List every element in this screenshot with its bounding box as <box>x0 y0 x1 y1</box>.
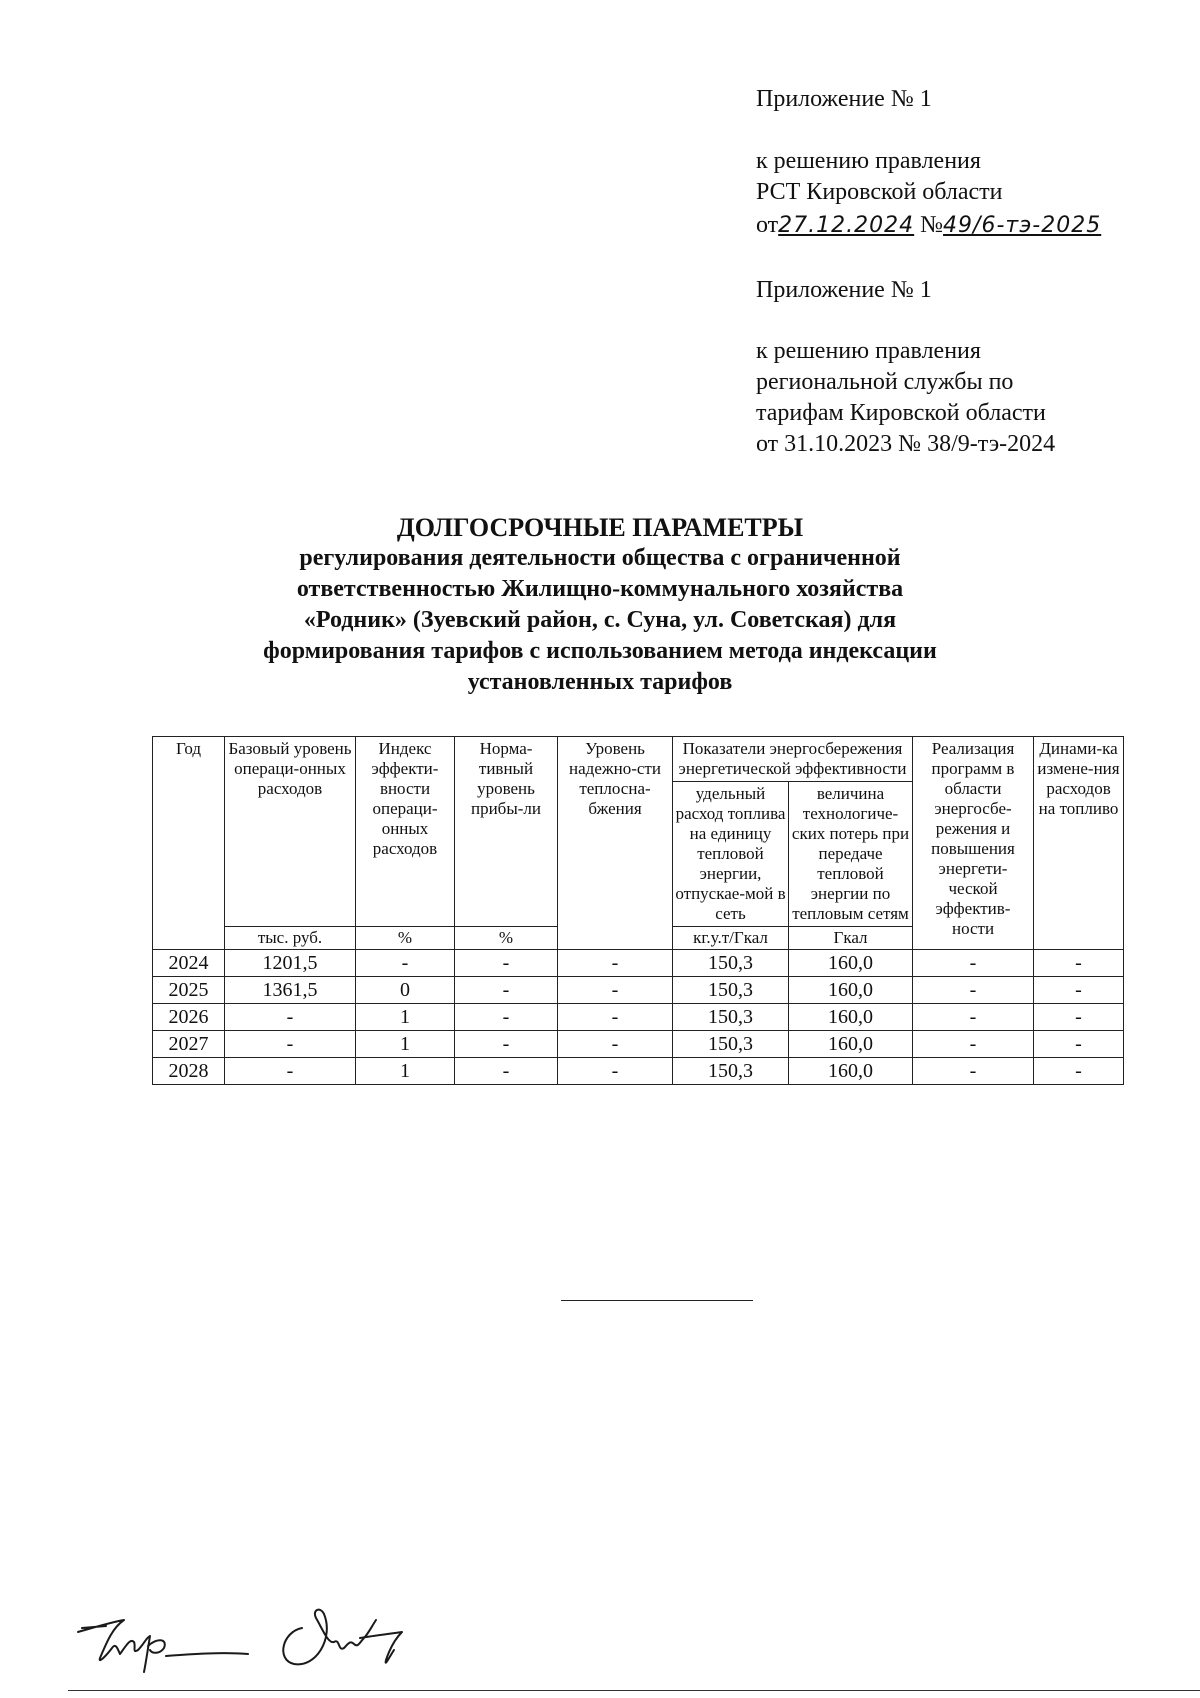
cell-fuel-dynamics: - <box>1034 1004 1124 1031</box>
title-line-2: ответственностью Жилищно-коммунального хозяйства <box>296 576 904 602</box>
cell-profit-level: - <box>455 1058 558 1085</box>
table-row <box>153 950 1124 977</box>
cell-programs: - <box>913 950 1034 977</box>
header-fuel-consumption: удельный расход топлива на единицу тепловой энергии, отпускае-мой в сеть <box>673 782 789 927</box>
cell-fuel-consumption: 150,3 <box>673 977 789 1004</box>
annex2-line-4: от 31.10.2023 № 38/9-тэ-2024 <box>756 431 1056 457</box>
closing-rule <box>561 1300 753 1301</box>
cell-programs: - <box>913 1058 1034 1085</box>
handwritten-number: 49/6-тэ-2025 <box>943 213 1102 238</box>
title-main: ДОЛГОСРОЧНЫЕ ПАРАМЕТРЫ <box>396 513 804 542</box>
document-title <box>150 512 1050 698</box>
cell-fuel-dynamics: - <box>1034 977 1124 1004</box>
unit-heat-losses: Гкал <box>789 927 913 950</box>
annex-decision-line-1: к решению правления <box>756 148 981 174</box>
title-line-1: регулирования деятельности общества с ограниченной <box>299 545 901 571</box>
annex-decision-line-2: РСТ Кировской области <box>756 179 1003 205</box>
cell-efficiency-index: - <box>356 950 455 977</box>
cell-efficiency-index: 1 <box>356 1031 455 1058</box>
cell-base-opex: 1361,5 <box>225 977 356 1004</box>
cell-year: 2026 <box>153 1004 225 1031</box>
table-row <box>153 1004 1124 1031</box>
cell-fuel-dynamics: - <box>1034 1058 1124 1085</box>
cell-programs: - <box>913 1031 1034 1058</box>
handwritten-signatures <box>72 1598 452 1678</box>
cell-fuel-dynamics: - <box>1034 950 1124 977</box>
header-efficiency-index: Индекс эффекти-вности операци-онных расходов <box>356 737 455 927</box>
header-energy-group: Показатели энергосбережения энергетической эффективности <box>673 737 913 782</box>
cell-reliability: - <box>558 977 673 1004</box>
header-profit-level: Норма-тивный уровень прибы-ли <box>455 737 558 927</box>
cell-efficiency-index: 0 <box>356 977 455 1004</box>
cell-base-opex: - <box>225 1031 356 1058</box>
cell-heat-losses: 160,0 <box>789 1058 913 1085</box>
annex2-line-2: региональной службы по <box>756 369 1014 395</box>
unit-fuel-consumption: кг.у.т/Гкал <box>673 927 789 950</box>
cell-year: 2028 <box>153 1058 225 1085</box>
cell-heat-losses: 160,0 <box>789 950 913 977</box>
table-row <box>153 1031 1124 1058</box>
cell-year: 2025 <box>153 977 225 1004</box>
cell-heat-losses: 160,0 <box>789 1004 913 1031</box>
signature-2 <box>283 1610 402 1665</box>
table-row <box>153 1058 1124 1085</box>
cell-year: 2027 <box>153 1031 225 1058</box>
cell-profit-level: - <box>455 1004 558 1031</box>
cell-profit-level: - <box>455 977 558 1004</box>
cell-fuel-dynamics: - <box>1034 1031 1124 1058</box>
cell-year: 2024 <box>153 950 225 977</box>
unit-efficiency-index: % <box>356 927 455 950</box>
header-fuel-dynamics: Динами-ка измене-ния расходов на топливо <box>1034 737 1124 950</box>
annex2-line-3: тарифам Кировской области <box>756 400 1046 426</box>
cell-heat-losses: 160,0 <box>789 1031 913 1058</box>
header-base-opex: Базовый уровень операци-онных расходов <box>225 737 356 927</box>
cell-base-opex: - <box>225 1058 356 1085</box>
signature-1 <box>78 1620 248 1672</box>
cell-efficiency-index: 1 <box>356 1058 455 1085</box>
cell-reliability: - <box>558 1058 673 1085</box>
cell-base-opex: 1201,5 <box>225 950 356 977</box>
cell-fuel-consumption: 150,3 <box>673 950 789 977</box>
cell-reliability: - <box>558 1031 673 1058</box>
header-reliability: Уровень надежно-сти теплосна-бжения <box>558 737 673 950</box>
unit-profit-level: % <box>455 927 558 950</box>
cell-fuel-consumption: 150,3 <box>673 1004 789 1031</box>
header-year: Год <box>153 737 225 950</box>
handwritten-date: 27.12.2024 <box>778 213 915 238</box>
title-line-5: установленных тарифов <box>467 669 733 695</box>
unit-base-opex: тыс. руб. <box>225 927 356 950</box>
header-programs: Реализация программ в области энергосбе-режения и повышения энергети-ческой эффектив-ности <box>913 737 1034 950</box>
cell-reliability: - <box>558 1004 673 1031</box>
annex-date-line <box>756 210 1101 241</box>
annex2-line-1: к решению правления <box>756 338 981 364</box>
footer-line <box>68 1690 1200 1691</box>
title-line-3: «Родник» (Зуевский район, с. Суна, ул. Советская) для <box>303 607 897 633</box>
cell-fuel-consumption: 150,3 <box>673 1031 789 1058</box>
title-line-4: формирования тарифов с использованием метода индексации <box>263 638 937 664</box>
number-prefix: № <box>920 212 944 238</box>
cell-efficiency-index: 1 <box>356 1004 455 1031</box>
cell-profit-level: - <box>455 950 558 977</box>
cell-programs: - <box>913 977 1034 1004</box>
date-prefix: от <box>756 212 779 238</box>
cell-profit-level: - <box>455 1031 558 1058</box>
annex-label-2: Приложение № 1 <box>756 277 932 303</box>
cell-reliability: - <box>558 950 673 977</box>
table-row <box>153 977 1124 1004</box>
cell-heat-losses: 160,0 <box>789 977 913 1004</box>
cell-programs: - <box>913 1004 1034 1031</box>
parameters-table <box>152 736 1124 1085</box>
annex-label-1: Приложение № 1 <box>756 86 932 112</box>
cell-fuel-consumption: 150,3 <box>673 1058 789 1085</box>
cell-base-opex: - <box>225 1004 356 1031</box>
header-heat-losses: величина технологиче-ских потерь при передаче тепловой энергии по тепловым сетям <box>789 782 913 927</box>
